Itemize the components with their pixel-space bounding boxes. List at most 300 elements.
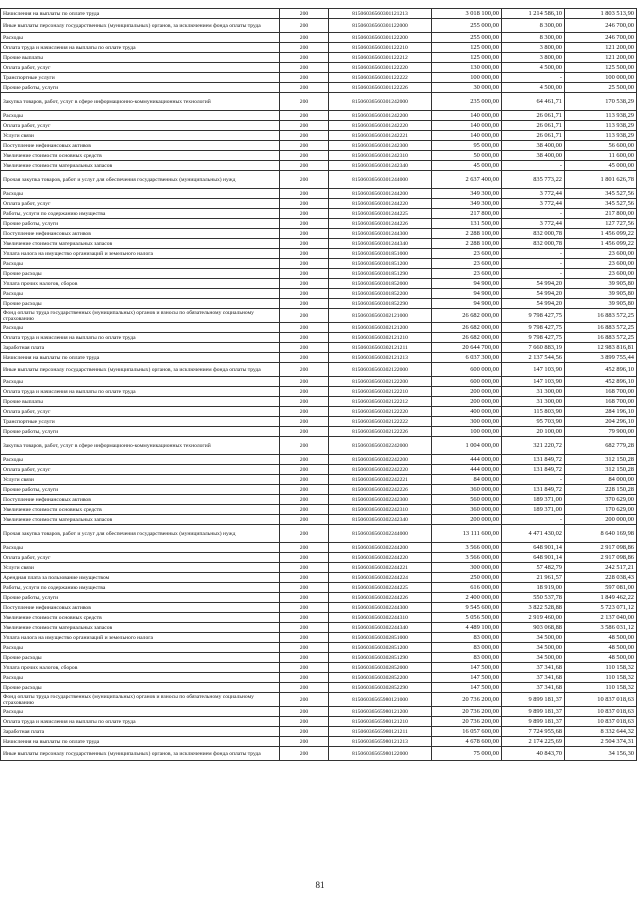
row-approved-cell: 75 000,00 xyxy=(432,747,502,761)
table-row xyxy=(1,693,637,707)
row-approved-cell: 20 736 200,00 xyxy=(432,693,502,707)
row-code-cell: 200 xyxy=(280,259,329,269)
row-executed-cell: 37 341,68 xyxy=(502,663,565,673)
row-name-cell: Расходы xyxy=(1,189,280,199)
row-name-cell: Расходы xyxy=(1,323,280,333)
row-approved-cell: 2 637 400,00 xyxy=(432,171,502,189)
table-row xyxy=(1,141,637,151)
row-kbk-cell: 81506036560302244000 xyxy=(329,525,432,543)
row-code-cell: 200 xyxy=(280,505,329,515)
row-executed-cell: - xyxy=(502,161,565,171)
row-remainder-cell: 125 500,00 xyxy=(565,63,637,73)
page-number: 81 xyxy=(315,880,325,890)
row-name-cell: Прочие работы, услуги xyxy=(1,593,280,603)
table-row xyxy=(1,683,637,693)
table-row xyxy=(1,553,637,563)
row-remainder-cell: 1 456 099,22 xyxy=(565,239,637,249)
row-approved-cell: 147 500,00 xyxy=(432,663,502,673)
row-name-cell: Заработная плата xyxy=(1,343,280,353)
row-code-cell: 200 xyxy=(280,63,329,73)
row-kbk-cell: 81506036560302244300 xyxy=(329,603,432,613)
row-name-cell: Увеличение стоимости материальных запасов xyxy=(1,623,280,633)
row-approved-cell: 2 288 100,00 xyxy=(432,229,502,239)
table-row xyxy=(1,63,637,73)
row-remainder-cell: 5 723 071,12 xyxy=(565,603,637,613)
row-approved-cell: 26 682 000,00 xyxy=(432,309,502,323)
row-executed-cell: 31 300,00 xyxy=(502,397,565,407)
row-name-cell: Расходы xyxy=(1,111,280,121)
row-executed-cell: 54 994,20 xyxy=(502,299,565,309)
row-name-cell: Оплата работ, услуг xyxy=(1,199,280,209)
row-code-cell: 200 xyxy=(280,229,329,239)
row-executed-cell: 9 899 181,37 xyxy=(502,717,565,727)
row-executed-cell: 648 901,14 xyxy=(502,543,565,553)
row-name-cell: Работы, услуги по содержанию имущества xyxy=(1,209,280,219)
table-row xyxy=(1,485,637,495)
row-name-cell: Прочая закупка товаров, работ и услуг для обеспечения государственных (муниципальных) нужд xyxy=(1,171,280,189)
row-approved-cell: 360 000,00 xyxy=(432,485,502,495)
row-kbk-cell: 81506036560302242226 xyxy=(329,485,432,495)
row-kbk-cell: 81506036560301244340 xyxy=(329,239,432,249)
row-kbk-cell: 81506036560301242200 xyxy=(329,111,432,121)
row-kbk-cell: 81506036565980121213 xyxy=(329,737,432,747)
row-name-cell: Прочая закупка товаров, работ и услуг для обеспечения государственных (муниципальных) нужд xyxy=(1,525,280,543)
row-approved-cell: 616 000,00 xyxy=(432,583,502,593)
row-remainder-cell: 11 600,00 xyxy=(565,151,637,161)
row-code-cell: 200 xyxy=(280,717,329,727)
table-row xyxy=(1,333,637,343)
row-remainder-cell: 168 700,00 xyxy=(565,387,637,397)
row-approved-cell: 6 037 300,00 xyxy=(432,353,502,363)
row-executed-cell: 64 461,71 xyxy=(502,93,565,111)
row-approved-cell: 131 500,00 xyxy=(432,219,502,229)
row-approved-cell: 360 000,00 xyxy=(432,505,502,515)
row-approved-cell: 200 000,00 xyxy=(432,515,502,525)
row-remainder-cell: 170 629,00 xyxy=(565,505,637,515)
row-remainder-cell: 39 905,80 xyxy=(565,289,637,299)
row-kbk-cell: 81506036560301852200 xyxy=(329,289,432,299)
row-name-cell: Оплата работ, услуг xyxy=(1,121,280,131)
row-approved-cell: 1 004 000,00 xyxy=(432,437,502,455)
row-code-cell: 200 xyxy=(280,653,329,663)
row-remainder-cell: 345 527,56 xyxy=(565,189,637,199)
table-row xyxy=(1,353,637,363)
row-remainder-cell: 370 629,00 xyxy=(565,495,637,505)
row-remainder-cell: 246 700,00 xyxy=(565,33,637,43)
row-approved-cell: 300 000,00 xyxy=(432,563,502,573)
row-approved-cell: 26 682 000,00 xyxy=(432,323,502,333)
row-executed-cell: 26 061,71 xyxy=(502,131,565,141)
row-kbk-cell: 81506036560301244200 xyxy=(329,189,432,199)
row-code-cell: 200 xyxy=(280,239,329,249)
row-remainder-cell: 10 837 018,63 xyxy=(565,707,637,717)
row-name-cell: Оплата работ, услуг xyxy=(1,407,280,417)
row-remainder-cell: 242 517,21 xyxy=(565,563,637,573)
row-executed-cell: 38 400,00 xyxy=(502,151,565,161)
row-executed-cell: 4 471 430,02 xyxy=(502,525,565,543)
table-row xyxy=(1,455,637,465)
row-remainder-cell: 113 938,29 xyxy=(565,111,637,121)
row-name-cell: Оплата труда и начисления на выплаты по оплате труда xyxy=(1,333,280,343)
row-executed-cell: - xyxy=(502,259,565,269)
row-executed-cell: 34 500,00 xyxy=(502,653,565,663)
row-executed-cell: 4 500,00 xyxy=(502,83,565,93)
row-kbk-cell: 81506036560302122210 xyxy=(329,387,432,397)
row-remainder-cell: 2 137 040,00 xyxy=(565,613,637,623)
row-executed-cell: 550 537,78 xyxy=(502,593,565,603)
row-kbk-cell: 81506036560302851000 xyxy=(329,633,432,643)
row-name-cell: Увеличение стоимости материальных запасов xyxy=(1,515,280,525)
row-name-cell: Поступление нефинансовых активов xyxy=(1,229,280,239)
row-name-cell: Увеличение стоимости материальных запасов xyxy=(1,239,280,249)
table-row xyxy=(1,417,637,427)
row-code-cell: 200 xyxy=(280,475,329,485)
row-code-cell: 200 xyxy=(280,525,329,543)
table-row xyxy=(1,363,637,377)
row-name-cell: Увеличение стоимости основных средств xyxy=(1,151,280,161)
row-approved-cell: 140 000,00 xyxy=(432,131,502,141)
row-remainder-cell: 204 296,10 xyxy=(565,417,637,427)
row-approved-cell: 100 000,00 xyxy=(432,73,502,83)
row-name-cell: Расходы xyxy=(1,455,280,465)
row-code-cell: 200 xyxy=(280,583,329,593)
row-approved-cell: 83 000,00 xyxy=(432,643,502,653)
table-row xyxy=(1,407,637,417)
row-code-cell: 200 xyxy=(280,111,329,121)
row-approved-cell: 20 736 200,00 xyxy=(432,717,502,727)
row-code-cell: 200 xyxy=(280,397,329,407)
row-code-cell: 200 xyxy=(280,93,329,111)
row-remainder-cell: 110 158,32 xyxy=(565,663,637,673)
row-approved-cell: 130 000,00 xyxy=(432,63,502,73)
row-kbk-cell: 81506036560301244000 xyxy=(329,171,432,189)
row-kbk-cell: 81506036560301242310 xyxy=(329,151,432,161)
row-approved-cell: 125 000,00 xyxy=(432,43,502,53)
row-name-cell: Расходы xyxy=(1,543,280,553)
row-code-cell: 200 xyxy=(280,363,329,377)
row-name-cell: Расходы xyxy=(1,33,280,43)
row-code-cell: 200 xyxy=(280,563,329,573)
row-name-cell: Уплата налога на имущество организаций и земельного налога xyxy=(1,249,280,259)
row-name-cell: Уплата налога на имущество организаций и земельного налога xyxy=(1,633,280,643)
row-approved-cell: 200 000,00 xyxy=(432,397,502,407)
table-row xyxy=(1,9,637,19)
row-code-cell: 200 xyxy=(280,9,329,19)
row-kbk-cell: 81506036560302122222 xyxy=(329,417,432,427)
table-row xyxy=(1,505,637,515)
row-executed-cell: - xyxy=(502,475,565,485)
table-row xyxy=(1,83,637,93)
row-remainder-cell: 121 200,00 xyxy=(565,53,637,63)
row-approved-cell: 83 000,00 xyxy=(432,633,502,643)
row-kbk-cell: 81506036560302851200 xyxy=(329,643,432,653)
row-approved-cell: 30 000,00 xyxy=(432,83,502,93)
row-executed-cell: 7 660 883,19 xyxy=(502,343,565,353)
row-name-cell: Увеличение стоимости основных средств xyxy=(1,505,280,515)
row-executed-cell: 37 341,68 xyxy=(502,683,565,693)
table-row xyxy=(1,131,637,141)
row-kbk-cell: 81506036560302244226 xyxy=(329,593,432,603)
row-approved-cell: 2 400 000,00 xyxy=(432,593,502,603)
table-row xyxy=(1,279,637,289)
row-remainder-cell: 12 983 816,81 xyxy=(565,343,637,353)
table-row xyxy=(1,249,637,259)
row-name-cell: Прочие работы, услуги xyxy=(1,83,280,93)
row-remainder-cell: 312 150,28 xyxy=(565,465,637,475)
row-executed-cell: 34 500,00 xyxy=(502,633,565,643)
row-kbk-cell: 81506036560302242300 xyxy=(329,495,432,505)
row-name-cell: Расходы xyxy=(1,707,280,717)
row-executed-cell: 1 214 586,10 xyxy=(502,9,565,19)
row-code-cell: 200 xyxy=(280,269,329,279)
row-remainder-cell: 8 332 644,32 xyxy=(565,727,637,737)
row-kbk-cell: 81506036560301852290 xyxy=(329,299,432,309)
row-kbk-cell: 81506036560301121213 xyxy=(329,9,432,19)
row-code-cell: 200 xyxy=(280,407,329,417)
row-code-cell: 200 xyxy=(280,593,329,603)
row-executed-cell: - xyxy=(502,269,565,279)
table-row xyxy=(1,593,637,603)
table-row xyxy=(1,717,637,727)
row-code-cell: 200 xyxy=(280,553,329,563)
row-name-cell: Прочие работы, услуги xyxy=(1,427,280,437)
row-code-cell: 200 xyxy=(280,279,329,289)
row-approved-cell: 444 000,00 xyxy=(432,465,502,475)
table-row xyxy=(1,323,637,333)
row-kbk-cell: 81506036565980122000 xyxy=(329,747,432,761)
row-code-cell: 200 xyxy=(280,737,329,747)
row-approved-cell: 95 000,00 xyxy=(432,141,502,151)
row-remainder-cell: 113 938,29 xyxy=(565,131,637,141)
table-row xyxy=(1,525,637,543)
row-name-cell: Иные выплаты персоналу государственных (муниципальных) органов, за исключением фонда оплаты труда xyxy=(1,747,280,761)
row-kbk-cell: 81506036560301122222 xyxy=(329,73,432,83)
row-executed-cell: 18 919,00 xyxy=(502,583,565,593)
table-row xyxy=(1,707,637,717)
row-code-cell: 200 xyxy=(280,387,329,397)
table-row xyxy=(1,299,637,309)
row-executed-cell: 57 482,79 xyxy=(502,563,565,573)
row-kbk-cell: 81506036560302242220 xyxy=(329,465,432,475)
row-name-cell: Расходы xyxy=(1,643,280,653)
row-remainder-cell: 682 779,28 xyxy=(565,437,637,455)
row-name-cell: Прочие расходы xyxy=(1,299,280,309)
row-approved-cell: 200 000,00 xyxy=(432,387,502,397)
row-code-cell: 200 xyxy=(280,19,329,33)
budget-table-body xyxy=(1,9,637,761)
row-executed-cell: 9 899 181,37 xyxy=(502,707,565,717)
row-kbk-cell: 81506036560301244300 xyxy=(329,229,432,239)
row-executed-cell: 20 100,00 xyxy=(502,427,565,437)
table-row xyxy=(1,465,637,475)
row-executed-cell: 26 061,71 xyxy=(502,121,565,131)
row-remainder-cell: 16 883 572,25 xyxy=(565,309,637,323)
table-row xyxy=(1,209,637,219)
row-code-cell: 200 xyxy=(280,309,329,323)
row-remainder-cell: 48 500,00 xyxy=(565,633,637,643)
row-name-cell: Прочие выплаты xyxy=(1,53,280,63)
row-name-cell: Прочие расходы xyxy=(1,653,280,663)
table-row xyxy=(1,543,637,553)
row-kbk-cell: 81506036560302242200 xyxy=(329,455,432,465)
row-code-cell: 200 xyxy=(280,43,329,53)
row-kbk-cell: 81506036560302852290 xyxy=(329,683,432,693)
row-approved-cell: 50 000,00 xyxy=(432,151,502,161)
table-row xyxy=(1,475,637,485)
row-kbk-cell: 81506036560301852000 xyxy=(329,279,432,289)
row-kbk-cell: 81506036560301122226 xyxy=(329,83,432,93)
row-code-cell: 200 xyxy=(280,543,329,553)
row-kbk-cell: 81506036560302244224 xyxy=(329,573,432,583)
row-kbk-cell: 81506036560302244340 xyxy=(329,623,432,633)
row-remainder-cell: 39 905,80 xyxy=(565,299,637,309)
table-row xyxy=(1,427,637,437)
row-code-cell: 200 xyxy=(280,727,329,737)
table-row xyxy=(1,73,637,83)
row-remainder-cell: 56 600,00 xyxy=(565,141,637,151)
row-approved-cell: 94 900,00 xyxy=(432,279,502,289)
row-kbk-cell: 81506036565980121000 xyxy=(329,693,432,707)
row-kbk-cell: 81506036560301242220 xyxy=(329,121,432,131)
row-approved-cell: 94 900,00 xyxy=(432,299,502,309)
row-code-cell: 200 xyxy=(280,683,329,693)
row-remainder-cell: 452 896,10 xyxy=(565,377,637,387)
row-kbk-cell: 81506036560301242300 xyxy=(329,141,432,151)
row-kbk-cell: 81506036560302242310 xyxy=(329,505,432,515)
table-row xyxy=(1,161,637,171)
row-kbk-cell: 81506036560301242340 xyxy=(329,161,432,171)
row-approved-cell: 349 300,00 xyxy=(432,199,502,209)
row-name-cell: Закупка товаров, работ, услуг в сфере информационно-коммуникационных технологий xyxy=(1,93,280,111)
row-executed-cell: 321 220,72 xyxy=(502,437,565,455)
row-remainder-cell: 168 700,00 xyxy=(565,397,637,407)
row-executed-cell: 131 849,72 xyxy=(502,485,565,495)
row-executed-cell: - xyxy=(502,249,565,259)
row-code-cell: 200 xyxy=(280,289,329,299)
table-row xyxy=(1,53,637,63)
table-row xyxy=(1,377,637,387)
row-name-cell: Прочие расходы xyxy=(1,269,280,279)
row-code-cell: 200 xyxy=(280,33,329,43)
row-kbk-cell: 81506036560301122212 xyxy=(329,53,432,63)
row-code-cell: 200 xyxy=(280,53,329,63)
row-name-cell: Расходы xyxy=(1,259,280,269)
row-code-cell: 200 xyxy=(280,333,329,343)
row-executed-cell: 115 803,90 xyxy=(502,407,565,417)
row-executed-cell: 40 843,70 xyxy=(502,747,565,761)
row-code-cell: 200 xyxy=(280,623,329,633)
row-kbk-cell: 81506036560302121000 xyxy=(329,309,432,323)
table-row xyxy=(1,437,637,455)
row-executed-cell: 131 849,72 xyxy=(502,465,565,475)
row-remainder-cell: 228 038,43 xyxy=(565,573,637,583)
row-remainder-cell: 3 586 031,12 xyxy=(565,623,637,633)
row-kbk-cell: 81506036560302244310 xyxy=(329,613,432,623)
row-approved-cell: 140 000,00 xyxy=(432,111,502,121)
row-code-cell: 200 xyxy=(280,161,329,171)
row-name-cell: Увеличение стоимости материальных запасов xyxy=(1,161,280,171)
row-executed-cell: 7 724 955,68 xyxy=(502,727,565,737)
table-row xyxy=(1,495,637,505)
table-row xyxy=(1,603,637,613)
table-row xyxy=(1,171,637,189)
row-name-cell: Оплата труда и начисления на выплаты по оплате труда xyxy=(1,43,280,53)
row-kbk-cell: 81506036560301244225 xyxy=(329,209,432,219)
row-code-cell: 200 xyxy=(280,465,329,475)
row-executed-cell: 9 798 427,75 xyxy=(502,323,565,333)
row-kbk-cell: 81506036560301122000 xyxy=(329,19,432,33)
row-kbk-cell: 81506036560302121211 xyxy=(329,343,432,353)
row-executed-cell: 832 000,78 xyxy=(502,229,565,239)
row-executed-cell: 131 849,72 xyxy=(502,455,565,465)
row-kbk-cell: 81506036560302121210 xyxy=(329,333,432,343)
row-remainder-cell: 597 081,00 xyxy=(565,583,637,593)
row-remainder-cell: 113 938,29 xyxy=(565,121,637,131)
row-remainder-cell: 45 000,00 xyxy=(565,161,637,171)
row-approved-cell: 444 000,00 xyxy=(432,455,502,465)
table-row xyxy=(1,613,637,623)
row-kbk-cell: 81506036560302851290 xyxy=(329,653,432,663)
row-remainder-cell: 246 700,00 xyxy=(565,19,637,33)
row-executed-cell: 2 137 544,56 xyxy=(502,353,565,363)
row-executed-cell: 2 919 460,00 xyxy=(502,613,565,623)
row-kbk-cell: 81506036560301122210 xyxy=(329,43,432,53)
row-code-cell: 200 xyxy=(280,573,329,583)
row-executed-cell: - xyxy=(502,73,565,83)
row-name-cell: Заработная плата xyxy=(1,727,280,737)
row-approved-cell: 94 900,00 xyxy=(432,289,502,299)
table-row xyxy=(1,33,637,43)
row-code-cell: 200 xyxy=(280,633,329,643)
row-name-cell: Начисления на выплаты по оплате труда xyxy=(1,9,280,19)
row-executed-cell: 648 901,14 xyxy=(502,553,565,563)
row-executed-cell: 31 300,00 xyxy=(502,387,565,397)
table-row xyxy=(1,121,637,131)
row-name-cell: Поступление нефинансовых активов xyxy=(1,603,280,613)
row-name-cell: Фонд оплаты труда государственных (муниципальных) органов и взносы по обязательному социальному страхованию xyxy=(1,693,280,707)
row-approved-cell: 147 500,00 xyxy=(432,683,502,693)
row-kbk-cell: 81506036560302122212 xyxy=(329,397,432,407)
row-kbk-cell: 81506036560302244221 xyxy=(329,563,432,573)
row-code-cell: 200 xyxy=(280,171,329,189)
row-kbk-cell: 81506036560302122220 xyxy=(329,407,432,417)
row-remainder-cell: 121 200,00 xyxy=(565,43,637,53)
row-kbk-cell: 81506036560302244200 xyxy=(329,543,432,553)
row-code-cell: 200 xyxy=(280,707,329,717)
row-kbk-cell: 81506036565980121211 xyxy=(329,727,432,737)
table-row xyxy=(1,633,637,643)
table-row xyxy=(1,199,637,209)
row-approved-cell: 349 300,00 xyxy=(432,189,502,199)
row-executed-cell: 54 994,20 xyxy=(502,289,565,299)
row-name-cell: Транспортные услуги xyxy=(1,73,280,83)
row-executed-cell: 8 300,00 xyxy=(502,19,565,33)
row-name-cell: Иные выплаты персоналу государственных (муниципальных) органов, за исключением фонда оплаты труда xyxy=(1,19,280,33)
table-row xyxy=(1,653,637,663)
table-row xyxy=(1,43,637,53)
row-approved-cell: 255 000,00 xyxy=(432,33,502,43)
table-row xyxy=(1,259,637,269)
row-code-cell: 200 xyxy=(280,485,329,495)
row-remainder-cell: 16 883 572,25 xyxy=(565,333,637,343)
table-row xyxy=(1,623,637,633)
row-executed-cell: 9 899 181,37 xyxy=(502,693,565,707)
row-code-cell: 200 xyxy=(280,353,329,363)
row-kbk-cell: 81506036560302121213 xyxy=(329,353,432,363)
row-remainder-cell: 23 600,00 xyxy=(565,249,637,259)
row-code-cell: 200 xyxy=(280,209,329,219)
row-name-cell: Закупка товаров, работ, услуг в сфере информационно-коммуникационных технологий xyxy=(1,437,280,455)
